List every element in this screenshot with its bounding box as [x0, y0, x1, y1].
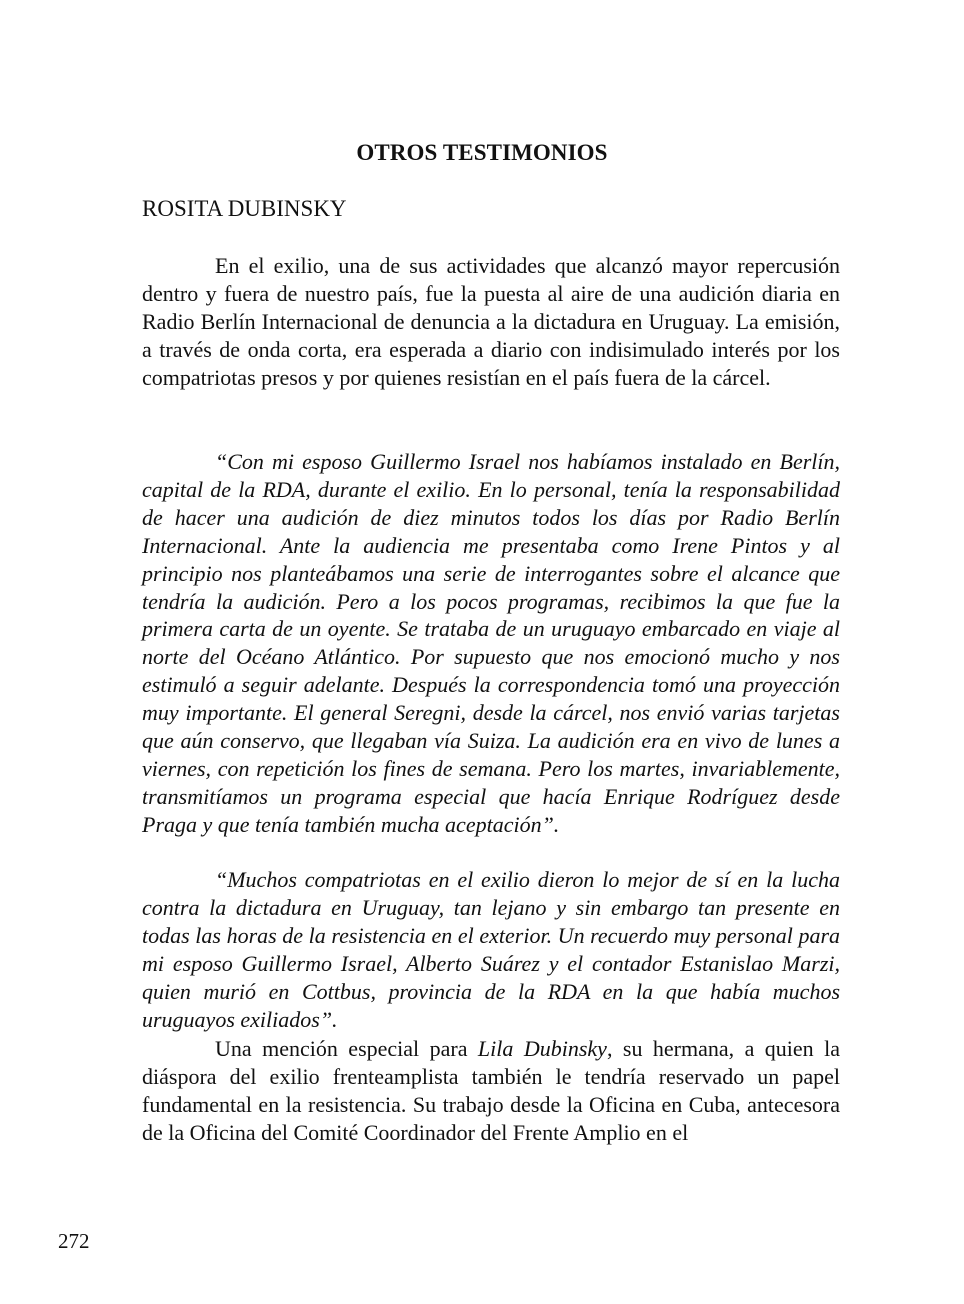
page-number: 272 — [58, 1229, 90, 1253]
paragraph-text: Una mención especial para — [215, 1036, 478, 1061]
quote-paragraph: “Con mi esposo Guillermo Israel nos habíamos instalado en Berlín, capital de la RDA, durante el exilio. En lo personal, tenía la responsabilidad de hacer una audición de diez minutos todos los días por Radio Berlín Internacional. Ante la audiencia me presentaba como Irene Pintos y al principio nos planteábamos una serie de interrogantes sobre el alcance que tendría la audición. Pero a los pocos programas, recibimos la que fue la primera carta de un oyente. Se trataba de un uruguayo embarcado en viaje al norte del Océano Atlántico. Por supuesto que nos emocionó mucho y nos estimuló a seguir adelante. Después la correspondencia tomó una proyección muy importante. El general Seregni, desde la cárcel, nos envió varias tarjetas que aún conservo, que llegaban vía Suiza. La audición era en vivo de lunes a viernes, con repetición los fines de semana. Pero los martes, invariablemente, transmitíamos un programa especial que hacía Enrique Rodríguez desde Praga y que tenía también mucha aceptación”. — [142, 449, 840, 837]
body-paragraph — [142, 1035, 840, 1147]
body-paragraph: En el exilio, una de sus actividades que alcanzó mayor repercusión dentro y fuera de nuestro país, fue la puesta al aire de una audición diaria en Radio Berlín Internacional de denuncia a la dictadura en Uruguay. La emisión, a través de onda corta, era esperada a diario con indisimulado interés por los compatriotas presos y por quienes resistían en el país fuera de la cárcel. — [142, 253, 840, 390]
emphasized-name: Lila Dubinsky — [477, 1036, 607, 1061]
paragraph-text: , su hermana, a quien la diáspora del exilio frenteamplista también le tendría reservado un papel fundamental en la resistencia. Su trabajo desde la Oficina en Cuba, antecesora de la Oficina del Comité Coordinador del Frente Amplio en el — [142, 1036, 841, 1145]
section-heading: ROSITA DUBINSKY — [142, 196, 347, 221]
page-title: OTROS TESTIMONIOS — [356, 140, 608, 165]
quote-paragraph: “Muchos compatriotas en el exilio dieron lo mejor de sí en la lucha contra la dictadura en Uruguay, tan lejano y sin embargo tan presente en todas las horas de la resistencia en el exterior. Un recuerdo muy personal para mi esposo Guillermo Israel, Alberto Suárez y el contador Estanislao Marzi, quien murió en Cottbus, provincia de la RDA en la que había muchos uruguayos exiliados”. — [142, 867, 840, 1032]
